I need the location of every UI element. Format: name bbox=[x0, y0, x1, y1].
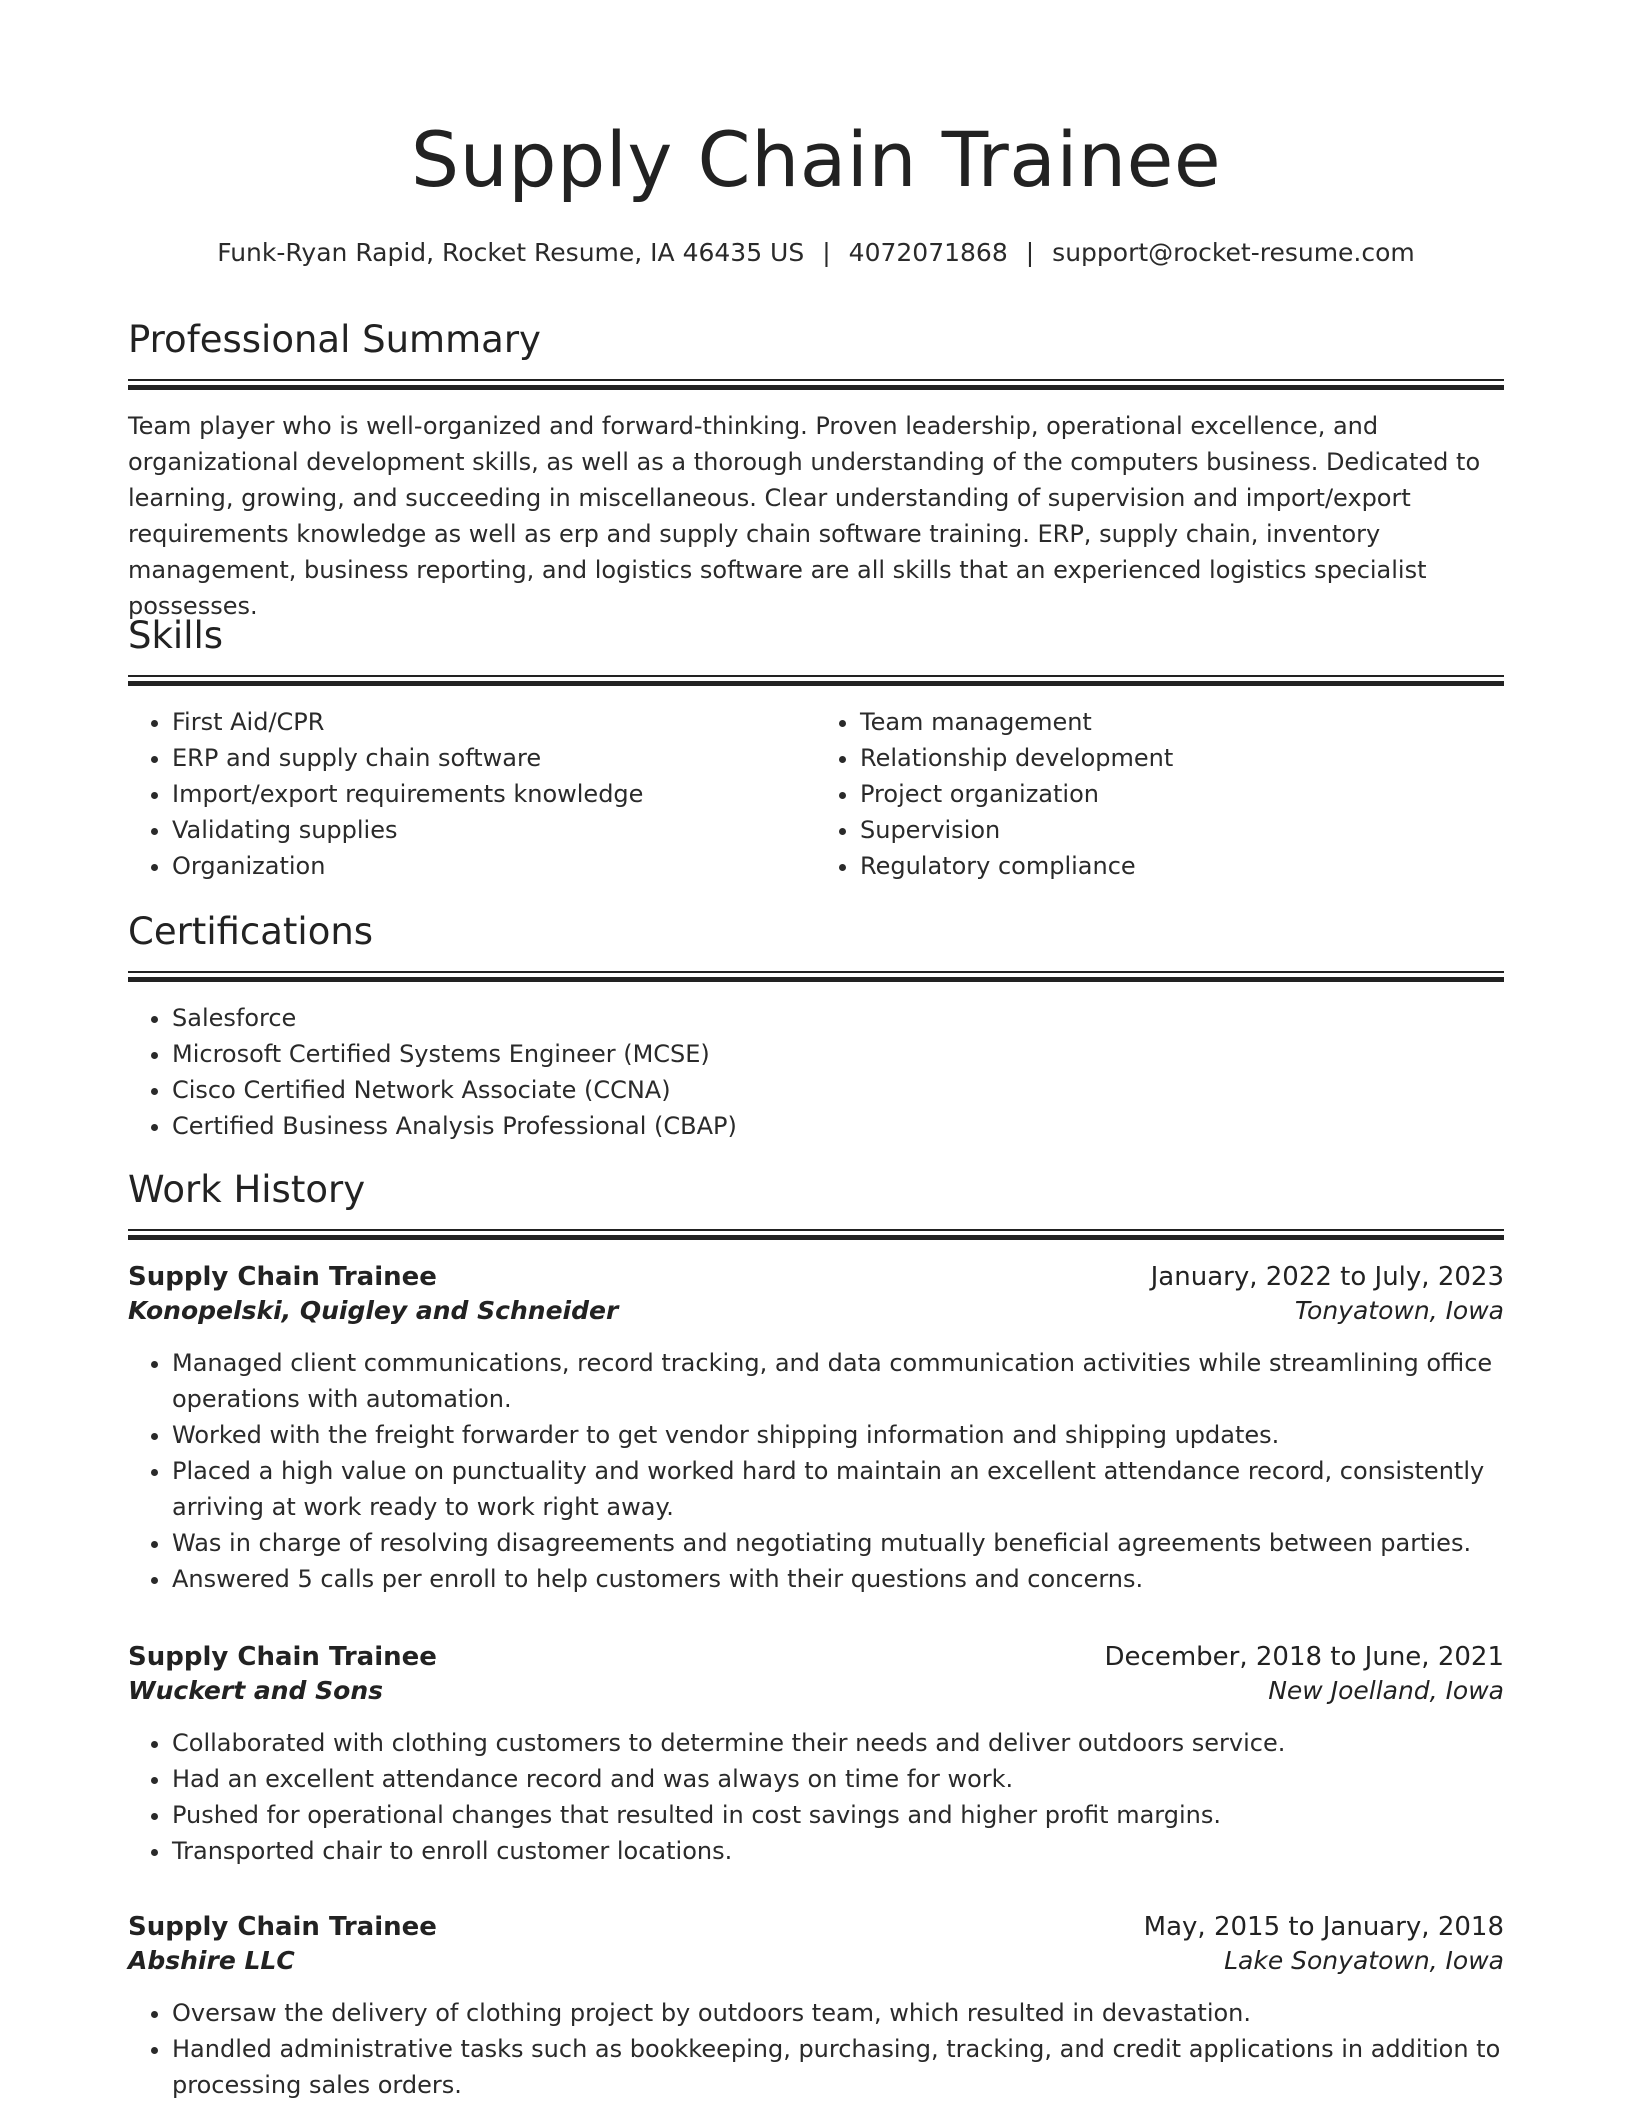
certification-item: • Salesforce bbox=[172, 1000, 1504, 1036]
job-bullet: • Collaborated with clothing customers to determine their needs and deliver outdoors service. bbox=[172, 1725, 1504, 1761]
section-divider bbox=[128, 675, 1504, 686]
skills-list-left bbox=[128, 704, 816, 884]
job-title: Supply Chain Trainee bbox=[128, 1262, 437, 1292]
section-divider bbox=[128, 1229, 1504, 1240]
skill-item: • Team management bbox=[860, 704, 1504, 740]
skill-item: • ERP and supply chain software bbox=[172, 740, 816, 776]
job-bullet: • Was in charge of resolving disagreements and negotiating mutually beneficial agreements between parties. bbox=[172, 1525, 1504, 1561]
job-header-row bbox=[128, 1642, 1504, 1672]
job-location: New Joelland, Iowa bbox=[1268, 1676, 1504, 1705]
job-entry bbox=[128, 1262, 1504, 1597]
skills-columns bbox=[128, 686, 1504, 884]
job-bullets bbox=[128, 1345, 1504, 1597]
job-company: Abshire LLC bbox=[128, 1946, 295, 1975]
contact-address: Funk-Ryan Rapid, Rocket Resume, IA 46435 US bbox=[217, 238, 805, 267]
skills-heading: Skills bbox=[128, 614, 224, 657]
contact-separator: | bbox=[822, 238, 831, 267]
job-bullets bbox=[128, 1725, 1504, 1869]
job-dates: January, 2022 to July, 2023 bbox=[1150, 1262, 1504, 1292]
job-bullet: • Oversaw the delivery of clothing project by outdoors team, which resulted in devastation. bbox=[172, 1995, 1504, 2031]
job-header-row bbox=[128, 1912, 1504, 1942]
contact-email: support@rocket-resume.com bbox=[1052, 238, 1415, 267]
job-entry bbox=[128, 1642, 1504, 1869]
skill-item: • Import/export requirements knowledge bbox=[172, 776, 816, 812]
job-location: Lake Sonyatown, Iowa bbox=[1224, 1946, 1504, 1975]
certification-item: • Cisco Certified Network Associate (CCNA) bbox=[172, 1072, 1504, 1108]
resume-title: Supply Chain Trainee bbox=[410, 115, 1222, 204]
skill-item: • Project organization bbox=[860, 776, 1504, 812]
job-bullet: • Answered 5 calls per enroll to help customers with their questions and concerns. bbox=[172, 1561, 1504, 1597]
summary-heading: Professional Summary bbox=[128, 318, 541, 361]
job-company-row bbox=[128, 1946, 1504, 1975]
job-company: Wuckert and Sons bbox=[128, 1676, 383, 1705]
skill-item: • Validating supplies bbox=[172, 812, 816, 848]
certifications-section bbox=[128, 912, 1504, 1144]
certifications-list bbox=[128, 1000, 1504, 1144]
job-bullet: • Transported chair to enroll customer locations. bbox=[172, 1833, 1504, 1869]
job-bullet: • Pushed for operational changes that resulted in cost savings and higher profit margins. bbox=[172, 1797, 1504, 1833]
skill-item: • Supervision bbox=[860, 812, 1504, 848]
section-divider bbox=[128, 971, 1504, 982]
work-history-section bbox=[128, 1170, 1504, 1240]
job-location: Tonyatown, Iowa bbox=[1294, 1296, 1504, 1325]
section-divider bbox=[128, 379, 1504, 390]
skill-item: • Relationship development bbox=[860, 740, 1504, 776]
skills-list-right bbox=[816, 704, 1504, 884]
job-title: Supply Chain Trainee bbox=[128, 1912, 437, 1942]
job-bullet: • Had an excellent attendance record and was always on time for work. bbox=[172, 1761, 1504, 1797]
job-bullet: • Placed a high value on punctuality and worked hard to maintain an excellent attendance record, consistently arriving at work ready to work right away. bbox=[172, 1453, 1504, 1525]
job-company-row bbox=[128, 1676, 1504, 1705]
skill-item: • Regulatory compliance bbox=[860, 848, 1504, 884]
job-bullets bbox=[128, 1995, 1504, 2103]
contact-separator: | bbox=[1025, 238, 1035, 267]
certification-item: • Microsoft Certified Systems Engineer (MCSE) bbox=[172, 1036, 1504, 1072]
summary-section bbox=[128, 320, 1504, 624]
summary-text: Team player who is well-organized and forward-thinking. Proven leadership, operational excellence, and organizational development skills, as well as a thorough understanding of the computers business. Dedicated to learning, growing, and succeeding in miscellaneous. Clear understanding of supervision and import/export requirements knowledge as well as erp and supply chain software training. ERP, supply chain, inventory management, business reporting, and logistics software are all skills that an experienced logistics specialist possesses. bbox=[128, 411, 1481, 620]
job-company-row bbox=[128, 1296, 1504, 1325]
contact-line bbox=[128, 238, 1504, 267]
job-dates: December, 2018 to June, 2021 bbox=[1104, 1642, 1504, 1672]
job-header-row bbox=[128, 1262, 1504, 1292]
job-bullet: • Handled administrative tasks such as bookkeeping, purchasing, tracking, and credit applications in addition to processing sales orders. bbox=[172, 2031, 1504, 2103]
job-company: Konopelski, Quigley and Schneider bbox=[128, 1296, 619, 1325]
job-bullet: • Worked with the freight forwarder to get vendor shipping information and shipping updates. bbox=[172, 1417, 1504, 1453]
skill-item: • Organization bbox=[172, 848, 816, 884]
job-bullet: • Managed client communications, record tracking, and data communication activities while streamlining office operations with automation. bbox=[172, 1345, 1504, 1417]
certification-item: • Certified Business Analysis Professional (CBAP) bbox=[172, 1108, 1504, 1144]
certifications-heading: Certifications bbox=[128, 910, 374, 953]
skills-section bbox=[128, 616, 1504, 884]
contact-phone: 4072071868 bbox=[848, 238, 1008, 267]
work-history-heading: Work History bbox=[128, 1168, 366, 1211]
skill-item: • First Aid/CPR bbox=[172, 704, 816, 740]
job-entry bbox=[128, 1912, 1504, 2103]
job-dates: May, 2015 to January, 2018 bbox=[1143, 1912, 1504, 1942]
job-title: Supply Chain Trainee bbox=[128, 1642, 437, 1672]
